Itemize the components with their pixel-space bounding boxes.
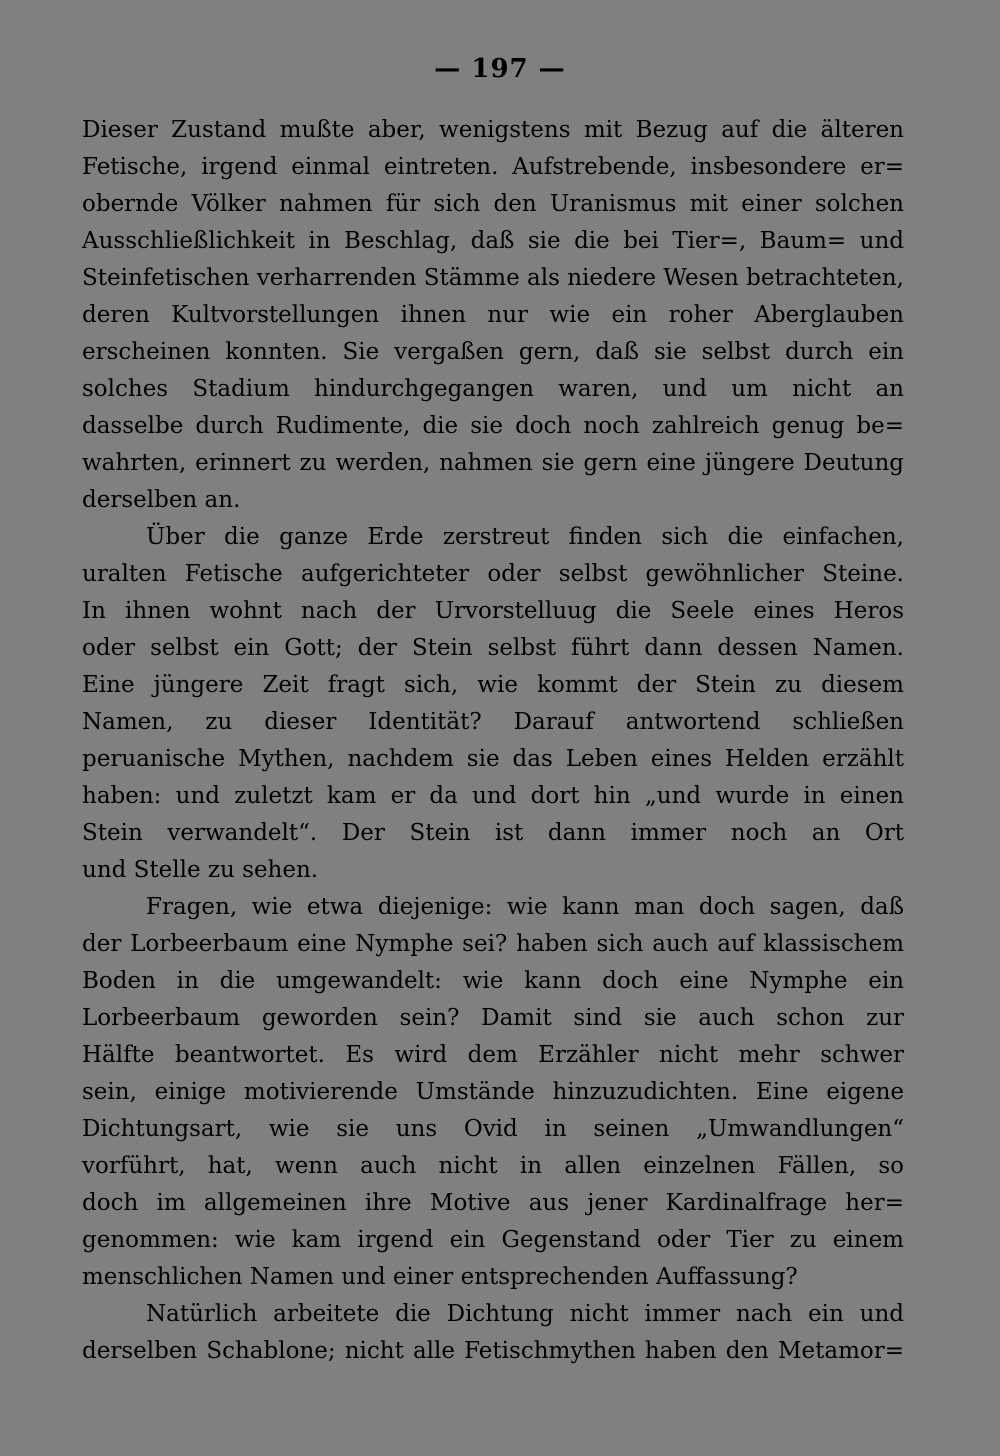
- paragraph: [82, 889, 904, 1296]
- text-line: Eine jüngere Zeit fragt sich, wie kommt der Stein zu diesem: [82, 672, 904, 698]
- text-line: derselben Schablone; nicht alle Fetischmythen haben den Metamor=: [82, 1338, 904, 1364]
- text-line: sein, einige motivierende Umstände hinzuzudichten. Eine eigene: [82, 1079, 904, 1105]
- text-line: Steinfetischen verharrenden Stämme als niedere Wesen betrachteten,: [82, 265, 904, 291]
- text-line: dasselbe durch Rudimente, die sie doch noch zahlreich genug be=: [82, 413, 904, 439]
- text-line: peruanische Mythen, nachdem sie das Leben eines Helden erzählt: [82, 746, 904, 772]
- body-text: [82, 112, 904, 1370]
- text-line: doch im allgemeinen ihre Motive aus jener Kardinalfrage her=: [82, 1190, 904, 1216]
- text-line: haben: und zuletzt kam er da und dort hin „und wurde in einen: [82, 783, 904, 809]
- text-line: deren Kultvorstellungen ihnen nur wie ein roher Aberglauben: [82, 302, 904, 328]
- text-line: der Lorbeerbaum eine Nymphe sei? haben sich auch auf klassischem: [82, 931, 904, 957]
- text-line: Dichtungsart, wie sie uns Ovid in seinen „Umwandlungen“: [82, 1116, 904, 1142]
- text-line: genommen: wie kam irgend ein Gegenstand oder Tier zu einem: [82, 1227, 904, 1253]
- text-line: Stein verwandelt“. Der Stein ist dann immer noch an Ort: [82, 820, 904, 846]
- text-line: Hälfte beantwortet. Es wird dem Erzähler nicht mehr schwer: [82, 1042, 904, 1068]
- text-line: uralten Fetische aufgerichteter oder selbst gewöhnlicher Steine.: [82, 561, 904, 587]
- paragraph: [82, 112, 904, 519]
- text-line: Ausschließlichkeit in Beschlag, daß sie die bei Tier=, Baum= und: [82, 228, 904, 254]
- text-line: und Stelle zu sehen.: [82, 857, 319, 883]
- text-line: wahrten, erinnert zu werden, nahmen sie gern eine jüngere Deutung: [82, 450, 904, 476]
- text-line: Boden in die umgewandelt: wie kann doch eine Nymphe ein: [82, 968, 904, 994]
- text-line: erscheinen konnten. Sie vergaßen gern, daß sie selbst durch ein: [82, 339, 904, 365]
- page-number: — 197 —: [434, 54, 566, 84]
- paragraph: [82, 1296, 904, 1370]
- paragraph: [82, 519, 904, 889]
- text-line: Fragen, wie etwa diejenige: wie kann man doch sagen, daß: [146, 894, 904, 920]
- text-line: Fetische, irgend einmal eintreten. Aufstrebende, insbesondere er=: [82, 154, 904, 180]
- text-line: oder selbst ein Gott; der Stein selbst führt dann dessen Namen.: [82, 635, 904, 661]
- text-line: Lorbeerbaum geworden sein? Damit sind sie auch schon zur: [82, 1005, 904, 1031]
- text-line: Über die ganze Erde zerstreut finden sich die einfachen,: [146, 524, 904, 550]
- text-line: menschlichen Namen und einer entsprechenden Auffassung?: [82, 1264, 798, 1290]
- text-line: Dieser Zustand mußte aber, wenigstens mit Bezug auf die älteren: [82, 117, 904, 143]
- text-line: Namen, zu dieser Identität? Darauf antwortend schließen: [82, 709, 904, 735]
- text-line: In ihnen wohnt nach der Urvorstelluug die Seele eines Heros: [82, 598, 904, 624]
- text-line: obernde Völker nahmen für sich den Uranismus mit einer solchen: [82, 191, 904, 217]
- text-line: vorführt, hat, wenn auch nicht in allen einzelnen Fällen, so: [82, 1153, 904, 1179]
- text-line: solches Stadium hindurchgegangen waren, und um nicht an: [82, 376, 904, 402]
- text-line: derselben an.: [82, 487, 241, 513]
- text-line: Natürlich arbeitete die Dichtung nicht immer nach ein und: [146, 1301, 904, 1327]
